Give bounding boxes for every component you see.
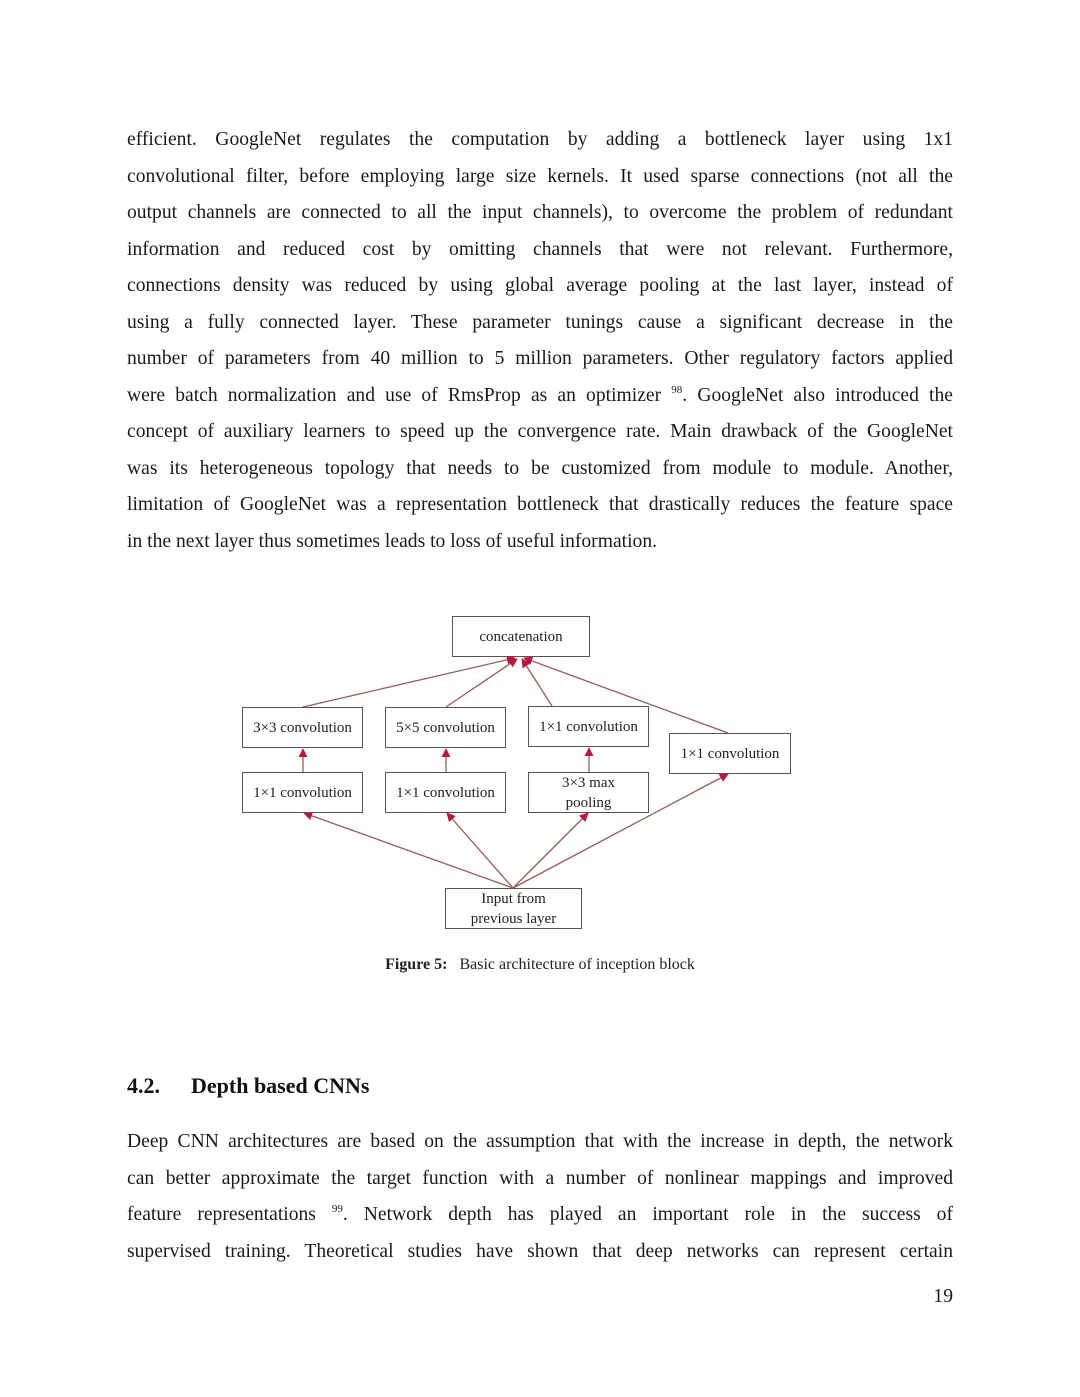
text-line: Deep CNN architectures are based on the assumption that with the increase in depth, the network [127,1131,953,1152]
text-fragment: feature representations [127,1204,332,1225]
paragraph-googlenet [127,122,953,560]
section-number: 4.2. [127,1073,160,1098]
text-line-with-citation [127,1197,953,1234]
citation-ref: 98 [671,383,683,396]
text-line: connections density was reduced by using global average pooling at the last layer, instead of [127,275,953,296]
text-line: convolutional filter, before employing large size kernels. It used sparse connections (not all the [127,165,953,187]
conv-5x5-node: 5×5 convolution [385,707,506,748]
text-line: supervised training. Theoretical studies have shown that deep networks can represent certain [127,1240,953,1262]
text-line: output channels are connected to all the input channels), to overcome the problem of redundant [127,202,953,223]
concatenation-node: concatenation [452,616,590,657]
edge-arrow [303,658,515,707]
edge-arrow [304,813,513,888]
caption-text: Basic architecture of inception block [459,956,695,973]
node-label-line: 3×3 max [561,774,616,791]
conv-1x1-after-pool-node: 1×1 convolution [528,706,649,747]
max-pooling-node [528,772,649,813]
text-fragment: were batch normalization and use of RmsProp as an optimizer [127,384,672,406]
conv-1x1-direct-node: 1×1 convolution [669,733,791,774]
node-label-line: Input from [481,890,546,907]
edge-arrow [447,813,513,888]
edge-arrow [522,659,552,706]
caption-label: Figure 5: [385,956,448,973]
section-heading [127,1073,369,1099]
conv-3x3-node: 3×3 convolution [242,707,363,748]
node-label-line: previous layer [470,910,557,927]
conv-1x1-reduce-3x3-node: 1×1 convolution [242,772,363,813]
text-line: in the next layer thus sometimes leads to loss of useful information. [127,530,658,552]
text-line: was its heterogeneous topology that needs to be customized from module to module. Another, [127,457,953,479]
text-line: information and reduced cost by omitting channels that were not relevant. Furthermore, [127,238,953,260]
text-fragment: . GoogleNet also introduced the [682,384,953,406]
text-line: concept of auxiliary learners to speed up the convergence rate. Main drawback of the GoogleNet [127,421,953,442]
edge-arrow [446,659,517,707]
conv-1x1-reduce-5x5-node: 1×1 convolution [385,772,506,813]
text-line: can better approximate the target function with a number of nonlinear mappings and improved [127,1167,953,1189]
node-label-line: pooling [565,794,612,811]
text-line: number of parameters from 40 million to 5 million parameters. Other regulatory factors applied [127,348,953,369]
input-node [445,888,582,929]
text-line: efficient. GoogleNet regulates the computation by adding a bottleneck layer using 1x1 [127,129,953,150]
text-line: using a fully connected layer. These parameter tunings cause a significant decrease in the [127,311,953,333]
text-line-with-citation [127,378,953,415]
figure-caption [0,956,1080,974]
page-number: 19 [933,1286,953,1307]
paragraph-depth-cnns [127,1124,953,1270]
section-title: Depth based CNNs [191,1073,370,1098]
edge-arrow [513,813,588,888]
citation-ref: 99 [331,1203,343,1215]
text-fragment: . Network depth has played an important role in the success of [342,1204,953,1225]
text-line: limitation of GoogleNet was a representation bottleneck that drastically reduces the feature space [127,494,953,515]
